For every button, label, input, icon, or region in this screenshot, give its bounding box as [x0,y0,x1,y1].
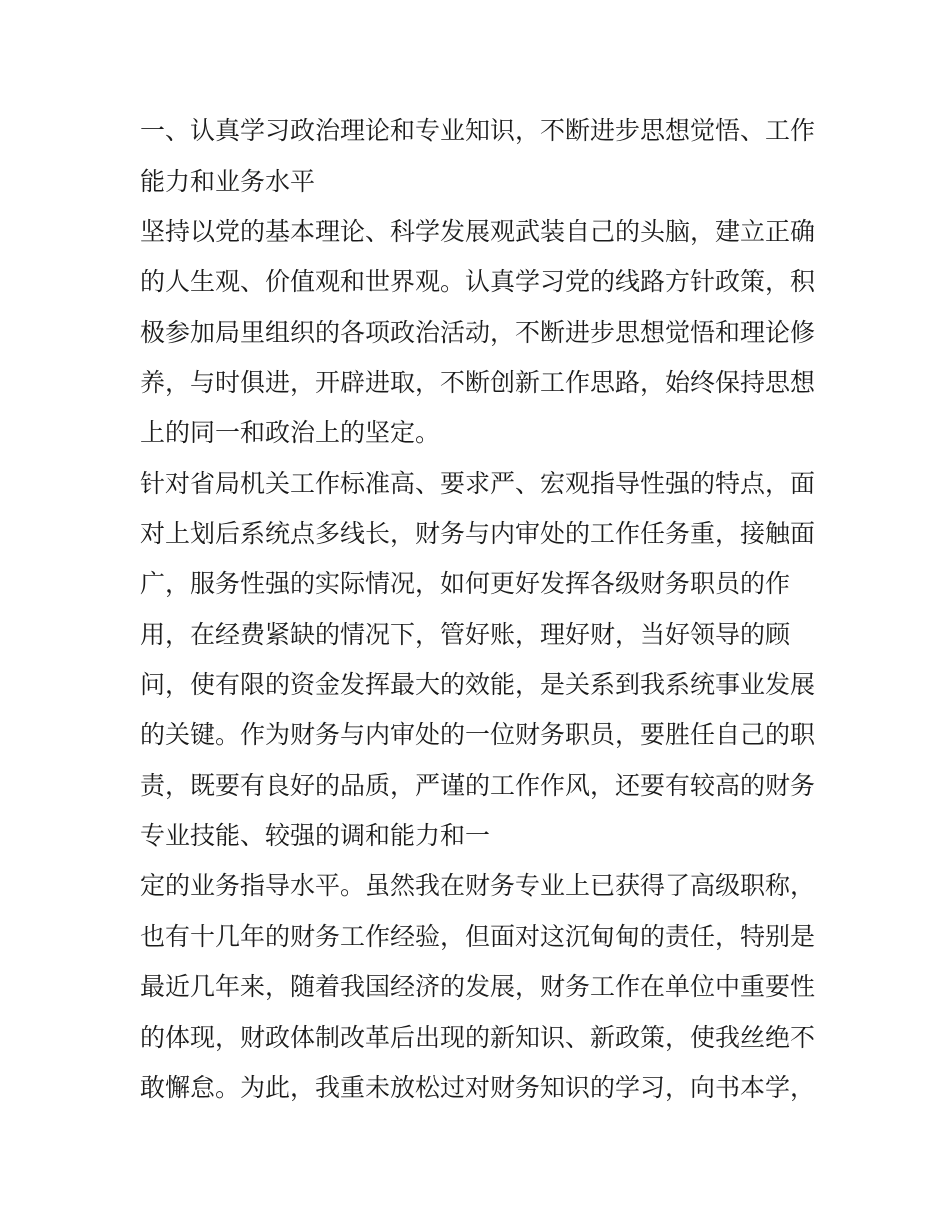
paragraph-line: 极参加局里组织的各项政治活动，不断进步思想觉悟和理论修 [140,318,816,347]
paragraph-line: 责，既要有良好的品质，严谨的工作作风，还要有较高的财务 [140,771,816,800]
paragraph-line: 问，使有限的资金发挥最大的效能，是关系到我系统事业发展 [140,670,816,699]
paragraph-line: 养，与时俱进，开辟进取，不断创新工作思路，始终保持思想 [140,368,816,397]
paragraph-line: 广，服务性强的实际情况，如何更好发挥各级财务职员的作 [140,569,791,598]
paragraph-line: 敢懈怠。为此，我重未放松过对财务知识的学习，向书本学， [140,1073,816,1102]
paragraph-line: 的人生观、价值观和世界观。认真学习党的线路方针政策，积 [140,267,816,296]
paragraph-line: 对上划后系统点多线长，财务与内审处的工作任务重，接触面 [140,519,816,548]
paragraph-line: 最近几年来，随着我国经济的发展，财务工作在单位中重要性 [140,972,816,1001]
paragraph-line: 用，在经费紧缺的情况下，管好账，理好财，当好领导的顾 [140,620,791,649]
paragraph-line: 专业技能、较强的调和能力和一 [140,821,491,850]
paragraph-line: 也有十几年的财务工作经验，但面对这沉甸甸的责任，特别是 [140,922,816,951]
paragraph-line: 上的同一和政治上的坚定。 [140,418,441,447]
paragraph-line: 针对省局机关工作标准高、要求严、宏观指导性强的特点，面 [140,469,816,498]
paragraph-line: 坚持以党的基本理论、科学发展观武装自己的头脑，建立正确 [140,217,816,246]
paragraph-line: 的体现，财政体制改革后出现的新知识、新政策，使我丝绝不 [140,1023,816,1052]
paragraph-line: 定的业务指导水平。虽然我在财务专业上已获得了高级职称， [140,871,816,900]
section-heading-line-1: 一、认真学习政治理论和专业知识，不断进步思想觉悟、工作 [140,116,816,145]
paragraph-line: 的关键。作为财务与内审处的一位财务职员，要胜任自己的职 [140,720,816,749]
section-heading-line-2: 能力和业务水平 [140,167,316,196]
